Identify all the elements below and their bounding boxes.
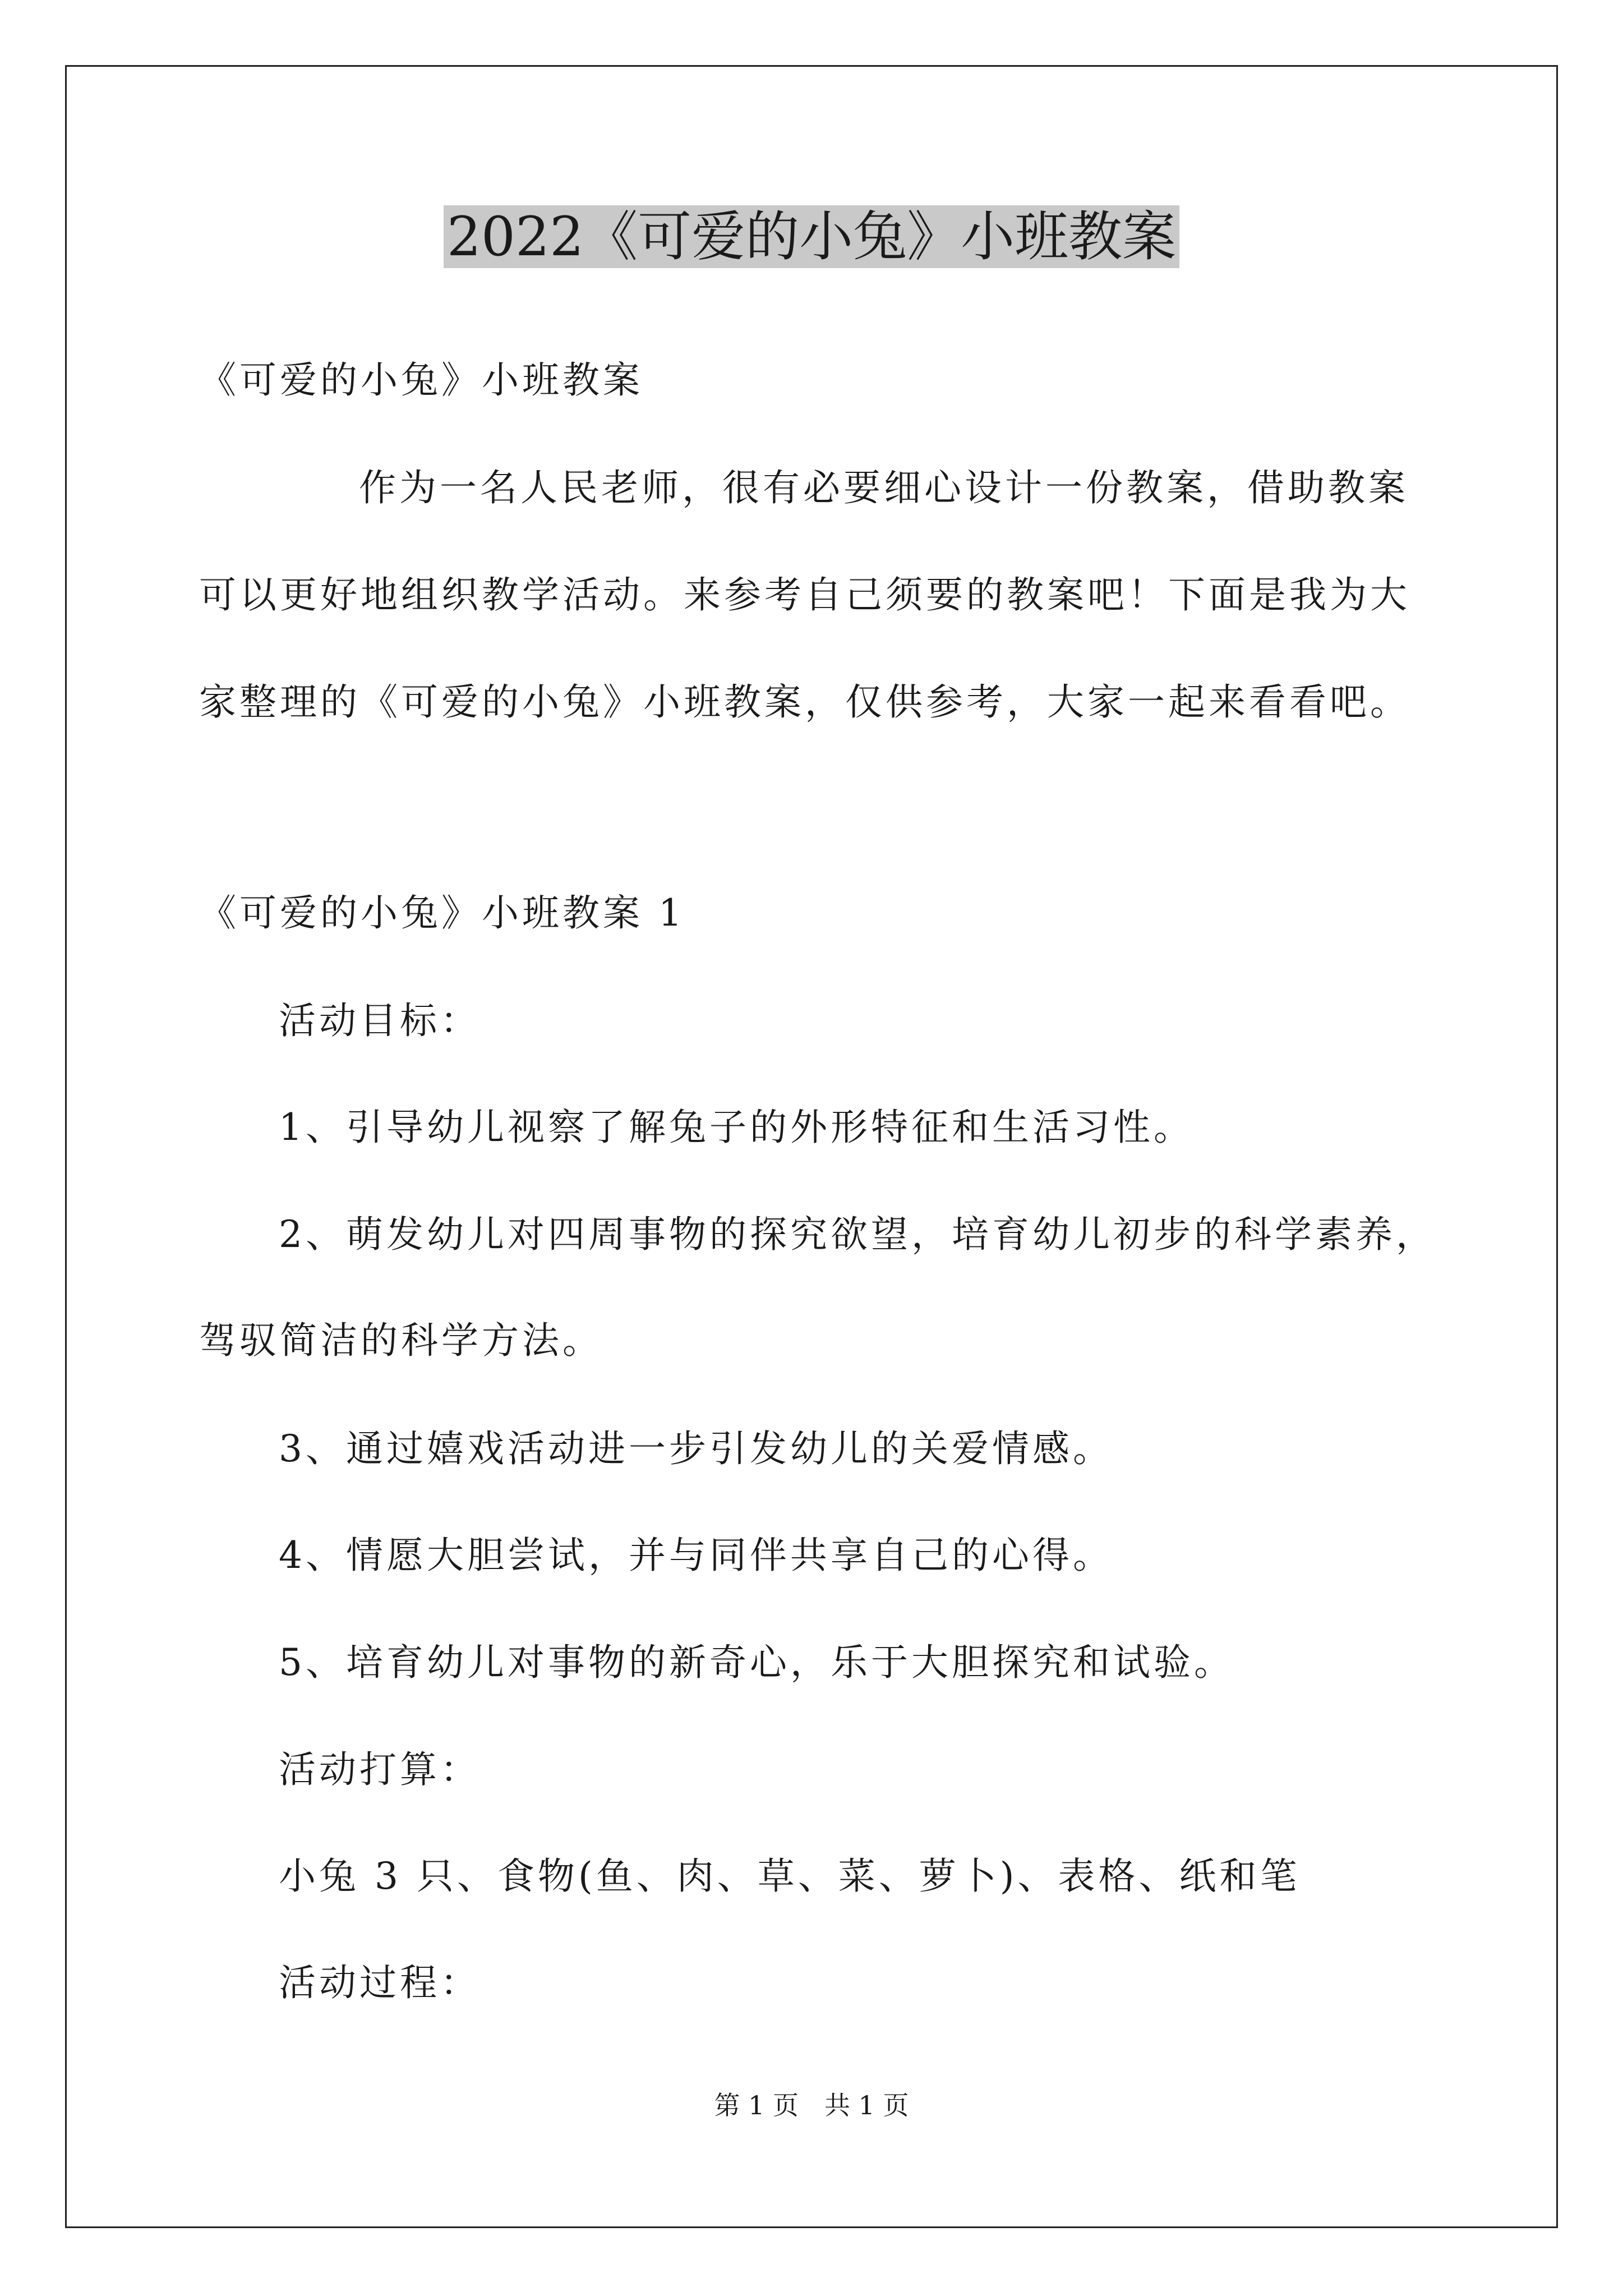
intro-line-2: 可以更好地组织教学活动。来参考自己须要的教案吧！下面是我为大 <box>199 573 1410 616</box>
document-title <box>0 197 1623 276</box>
goals-heading: 活动目标： <box>279 999 481 1042</box>
intro-line-3: 家整理的《可爱的小兔》小班教案，仅供参考，大家一起来看看吧。 <box>199 680 1410 724</box>
section-title: 《可爱的小兔》小班教案 1 <box>199 891 685 935</box>
process-heading: 活动过程： <box>279 1961 481 2004</box>
subtitle: 《可爱的小兔》小班教案 <box>199 358 643 402</box>
goal-3: 3、通过嬉戏活动进一步引发幼儿的关爱情感。 <box>279 1427 1113 1470</box>
goal-1: 1、引导幼儿视察了解兔子的外形特征和生活习性。 <box>279 1106 1194 1149</box>
goal-5: 5、培育幼儿对事物的新奇心，乐于大胆探究和试验。 <box>279 1641 1234 1684</box>
intro-line-1: 作为一名人民老师，很有必要细心设计一份教案，借助教案 <box>359 466 1409 509</box>
prep-items: 小兔 3 只、食物(鱼、肉、草、菜、萝卜)、表格、纸和笔 <box>279 1855 1301 1898</box>
goal-2-line-1: 2、萌发幼儿对四周事物的探究欲望，培育幼儿初步的科学素养， <box>279 1213 1436 1256</box>
page-footer: 第 1 页 共 1 页 <box>714 2090 909 2120</box>
prep-heading: 活动打算： <box>279 1748 481 1791</box>
goal-4: 4、情愿大胆尝试，并与同伴共享自己的心得。 <box>279 1534 1113 1577</box>
document-title-text: 2022《可爱的小兔》小班教案 <box>444 205 1179 268</box>
goal-2-line-2: 驾驭简洁的科学方法。 <box>199 1319 603 1362</box>
